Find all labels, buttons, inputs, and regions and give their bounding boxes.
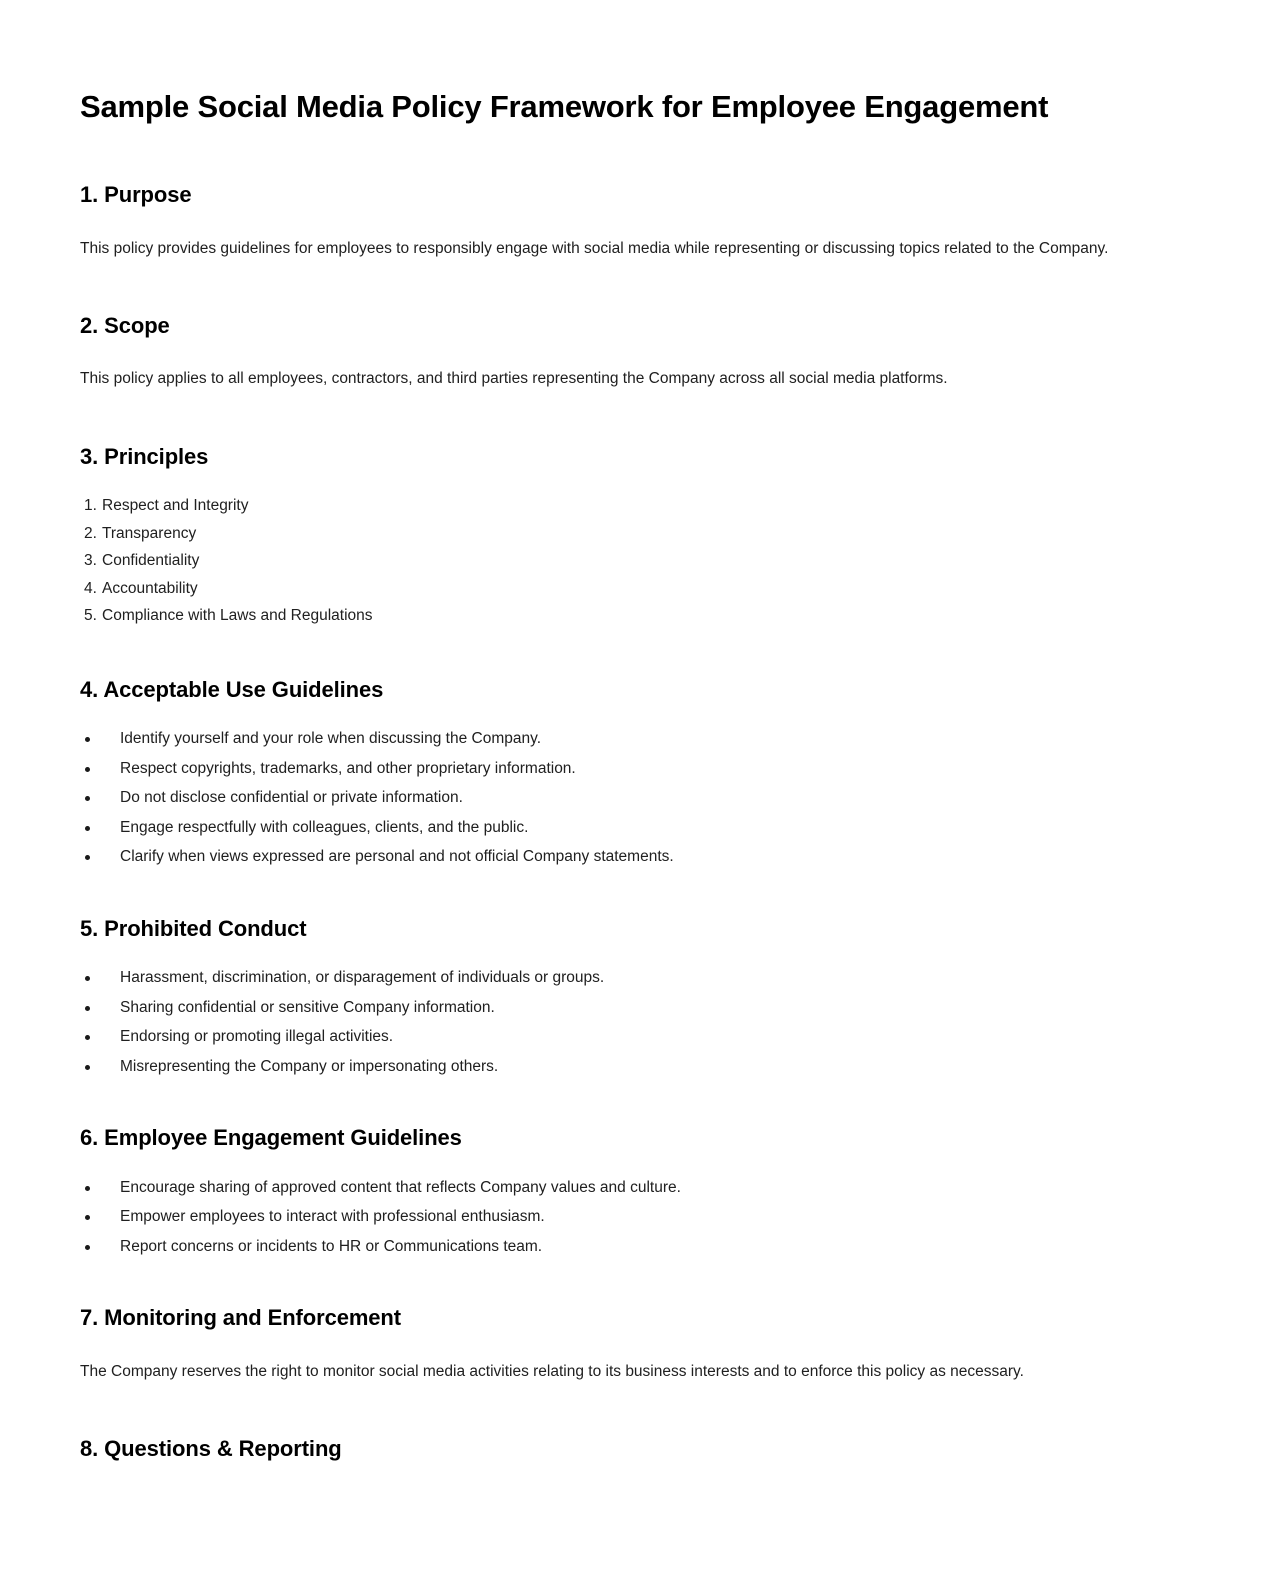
section-heading-prohibited-conduct: 5. Prohibited Conduct (80, 915, 307, 941)
bullet-icon (85, 855, 90, 860)
section-heading-purpose: 1. Purpose (80, 182, 192, 208)
prohibited-conduct-list (80, 970, 1145, 1074)
list-item-label: Harassment, discrimination, or disparagement of individuals or groups. (120, 969, 605, 987)
section-questions-reporting (80, 1435, 1145, 1463)
section-heading-monitoring-enforcement: 7. Monitoring and Enforcement (80, 1305, 401, 1331)
section-scope (80, 312, 1145, 391)
list-item-label: Accountability (102, 579, 198, 597)
list-item (80, 849, 1145, 865)
list-item (80, 1209, 1145, 1225)
list-item-label: Compliance with Laws and Regulations (102, 607, 373, 625)
bullet-icon (85, 1245, 90, 1250)
list-item-label: Do not disclose confidential or private information. (120, 789, 463, 807)
list-item-label: Empower employees to interact with professional enthusiasm. (120, 1208, 545, 1226)
bullet-icon (85, 1065, 90, 1070)
list-item-label: Engage respectfully with colleagues, clients, and the public. (120, 818, 529, 836)
list-marker: 4. (84, 579, 97, 597)
list-marker: 3. (84, 552, 97, 570)
list-item (80, 790, 1145, 806)
bullet-icon (85, 1035, 90, 1040)
list-item-label: Transparency (102, 524, 197, 542)
list-item (80, 731, 1145, 747)
bullet-icon (85, 796, 90, 801)
section-principles (80, 443, 1145, 624)
list-item-label: Sharing confidential or sensitive Company information. (120, 998, 495, 1016)
list-item-label: Respect copyrights, trademarks, and other proprietary information. (120, 759, 576, 777)
section-heading-questions-reporting: 8. Questions & Reporting (80, 1435, 342, 1461)
bullet-icon (85, 976, 90, 981)
section-employee-engagement (80, 1124, 1145, 1254)
section-prohibited-conduct (80, 915, 1145, 1075)
list-item (80, 970, 1145, 986)
bullet-icon (85, 767, 90, 772)
section-paragraph-scope: This policy applies to all employees, contractors, and third parties representing the Company across all social media platforms. (80, 370, 948, 388)
section-heading-employee-engagement: 6. Employee Engagement Guidelines (80, 1125, 462, 1151)
list-item-label: Clarify when views expressed are personal and not official Company statements. (120, 848, 674, 866)
section-heading-acceptable-use: 4. Acceptable Use Guidelines (80, 676, 384, 702)
list-item (80, 526, 1145, 542)
principles-list (80, 498, 1145, 624)
employee-engagement-list (80, 1180, 1145, 1255)
list-marker: 5. (84, 607, 97, 625)
list-item (80, 608, 1145, 624)
list-item (80, 581, 1145, 597)
list-item (80, 1180, 1145, 1196)
bullet-icon (85, 1006, 90, 1011)
bullet-icon (85, 1186, 90, 1191)
bullet-icon (85, 1215, 90, 1220)
list-item (80, 1000, 1145, 1016)
bullet-icon (85, 737, 90, 742)
list-item (80, 1059, 1145, 1075)
list-item (80, 1029, 1145, 1045)
list-item-label: Confidentiality (102, 552, 200, 570)
list-marker: 1. (84, 497, 97, 515)
section-monitoring-enforcement (80, 1304, 1145, 1383)
acceptable-use-list (80, 731, 1145, 865)
bullet-icon (85, 826, 90, 831)
section-paragraph-purpose: This policy provides guidelines for employees to responsibly engage with social media while representing or discussing topics related to the Company. (80, 239, 1109, 257)
list-item (80, 1239, 1145, 1255)
section-acceptable-use (80, 676, 1145, 865)
list-item (80, 553, 1145, 569)
list-item (80, 761, 1145, 777)
list-item-label: Identify yourself and your role when discussing the Company. (120, 730, 542, 748)
list-item-label: Report concerns or incidents to HR or Communications team. (120, 1237, 543, 1255)
list-marker: 2. (84, 524, 97, 542)
section-heading-scope: 2. Scope (80, 312, 170, 338)
list-item-label: Respect and Integrity (102, 497, 249, 515)
list-item-label: Misrepresenting the Company or impersonating others. (120, 1057, 499, 1075)
list-item-label: Encourage sharing of approved content that reflects Company values and culture. (120, 1178, 681, 1196)
list-item-label: Endorsing or promoting illegal activities. (120, 1028, 394, 1046)
section-purpose (80, 181, 1145, 260)
section-heading-principles: 3. Principles (80, 443, 209, 469)
page-title: Sample Social Media Policy Framework for Employee Engagement (80, 89, 1049, 124)
list-item (80, 820, 1145, 836)
section-paragraph-monitoring-enforcement: The Company reserves the right to monitor social media activities relating to its business interests and to enforce this policy as necessary. (80, 1362, 1024, 1380)
list-item (80, 498, 1145, 514)
